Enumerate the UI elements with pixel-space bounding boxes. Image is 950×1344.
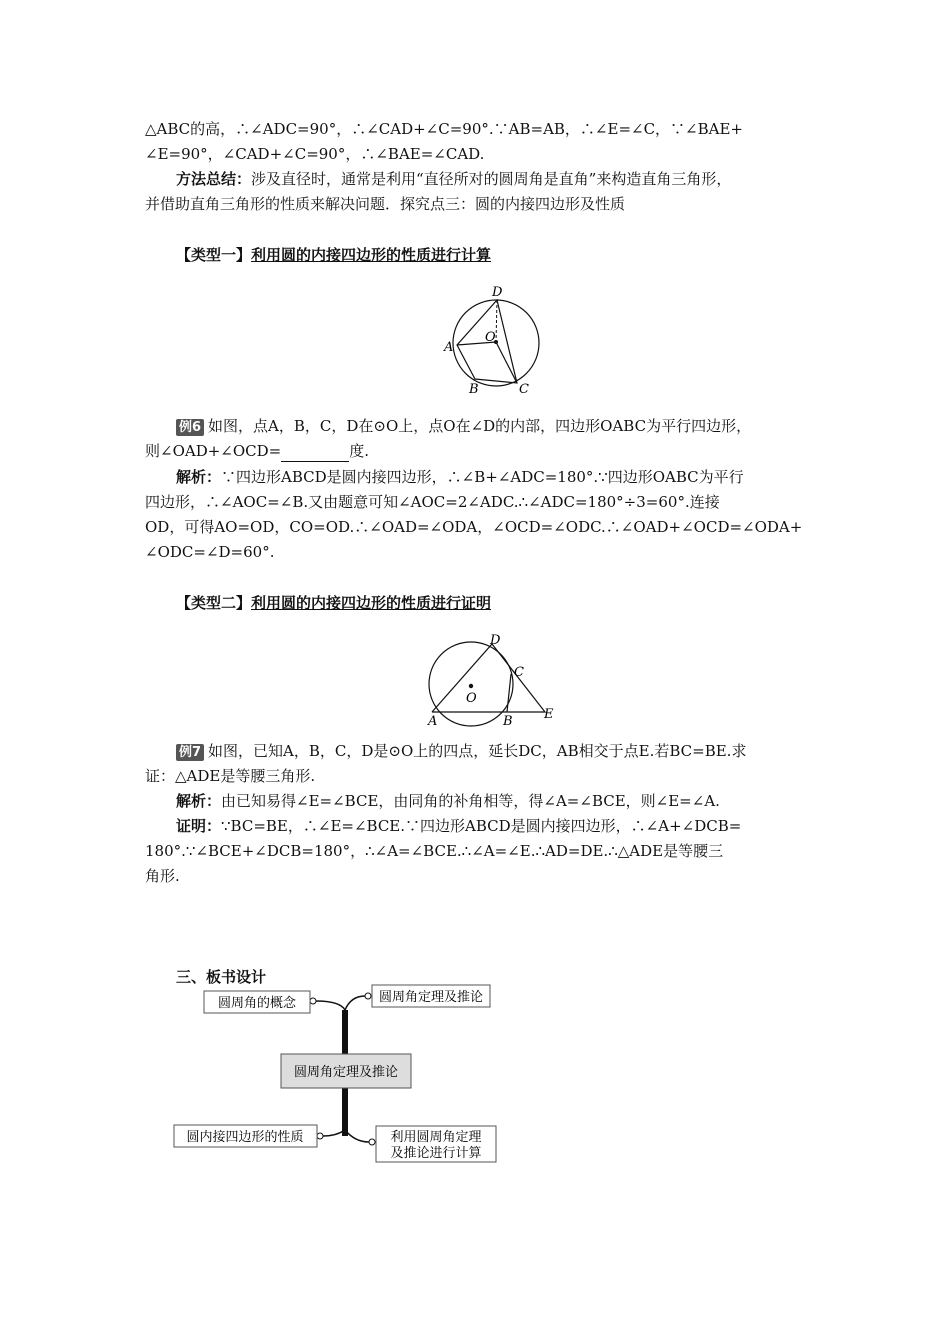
node-top-left: 圆周角的概念 (217, 996, 297, 1011)
ex7-question-1 (176, 740, 746, 762)
type2-title: 利用圆的内接四边形的性质进行证明 (251, 594, 492, 612)
fig2-label-C: C (514, 665, 524, 680)
ex7-analysis-label: 解析： (176, 792, 222, 810)
fig1-label-C: C (519, 382, 529, 397)
ex7-p1: ∵BC=BE，∴∠E=∠BCE.∵四边形ABCD是圆内接四边形，∴∠A+∠DCB= (221, 817, 742, 835)
ex6-solution-label: 解析： (176, 468, 222, 486)
ex6-badge: 例6 (176, 419, 204, 436)
fig2-label-O: O (466, 691, 477, 706)
fig1-label-D: D (492, 285, 503, 300)
type1-bracket: 【类型一】 (176, 246, 252, 264)
ex6-solution-2: 四边形，∴∠AOC=∠B.又由题意可知∠AOC=2∠ADC.∴∠ADC=180°÷3=60°.连接 (145, 493, 720, 511)
method-text: 涉及直径时，通常是利用“直径所对的圆周角是直角”来构造直角三角形， (251, 170, 732, 188)
fig1-label-A: A (444, 340, 454, 355)
intro-line-2: ∠E=90°，∠CAD+∠C=90°，∴∠BAE=∠CAD. (145, 145, 485, 163)
ex6-q2a: 则∠OAD+∠OCD= (145, 442, 282, 460)
node-center: 圆周角定理及推论 (293, 1065, 399, 1080)
ex6-question-2 (145, 440, 369, 462)
ex7-analysis (176, 790, 720, 812)
answer-blank (281, 446, 349, 462)
ex6-q1: 如图，点A，B，C，D在⊙O上，点O在∠D的内部，四边形OABC为平行四边形， (208, 417, 752, 435)
node-top-right: 圆周角定理及推论 (378, 990, 484, 1005)
ex7-question-2: 证：△ADE是等腰三角形. (145, 767, 316, 785)
ex6-s1: ∵四边形ABCD是圆内接四边形，∴∠B+∠ADC=180°.∵四边形OABC为平行 (221, 468, 744, 486)
ex7-q1: 如图，已知A，B，C，D是⊙O上的四点，延长DC，AB相交于点E.若BC=BE.求 (208, 742, 747, 760)
board-heading: 三、板书设计 (176, 968, 267, 986)
type2-heading (176, 592, 491, 613)
ex7-proof-2: 180°.∵∠BCE+∠DCB=180°，∴∠A=∠BCE.∴∠A=∠E.∴AD=DE.∴△ADE是等腰三 (145, 842, 724, 860)
fig2-label-B: B (503, 714, 513, 729)
ex7-proof-1 (176, 815, 741, 837)
ex6-question-1 (176, 415, 751, 437)
fig2-label-A: A (428, 714, 438, 729)
ex6-solution-3: OD，可得AO=OD，CO=OD.∴∠OAD=∠ODA，∠OCD=∠ODC.∴∠OAD+∠OCD=∠ODA+ (145, 518, 803, 536)
type1-heading (176, 244, 491, 265)
method-summary (176, 168, 731, 190)
figure-2 (420, 632, 570, 730)
type1-title: 利用圆的内接四边形的性质进行计算 (251, 246, 492, 264)
node-bottom-right-line-2: 及推论进行计算 (390, 1146, 482, 1161)
node-bottom-right-line-1: 利用圆周角定理 (390, 1130, 482, 1145)
fig1-label-B: B (469, 382, 479, 397)
ex7-proof-label: 证明： (176, 817, 222, 835)
ex6-q2b: 度. (349, 442, 370, 460)
ex7-badge: 例7 (176, 744, 204, 761)
ex7-proof-3: 角形. (145, 867, 180, 885)
mind-map (170, 982, 510, 1167)
figure-1 (435, 283, 555, 398)
type2-bracket: 【类型二】 (176, 594, 252, 612)
fig2-label-E: E (544, 707, 554, 722)
intro-line-1: △ABC的高，∴∠ADC=90°，∴∠CAD+∠C=90°.∵AB=AB，∴∠E=∠C，∵∠BAE+ (145, 120, 744, 138)
ex7-s1: 由已知易得∠E=∠BCE，由同角的补角相等，得∠A=∠BCE，则∠E=∠A. (221, 792, 720, 810)
fig1-label-O: O (485, 330, 496, 345)
ex6-solution-4: ∠ODC=∠D=60°. (145, 543, 275, 561)
method-text-2: 并借助直角三角形的性质来解决问题．探究点三：圆的内接四边形及性质 (145, 195, 626, 213)
method-label: 方法总结： (176, 170, 252, 188)
node-bottom-left: 圆内接四边形的性质 (186, 1130, 304, 1145)
fig2-label-D: D (490, 633, 501, 648)
ex6-solution-1 (176, 466, 744, 488)
